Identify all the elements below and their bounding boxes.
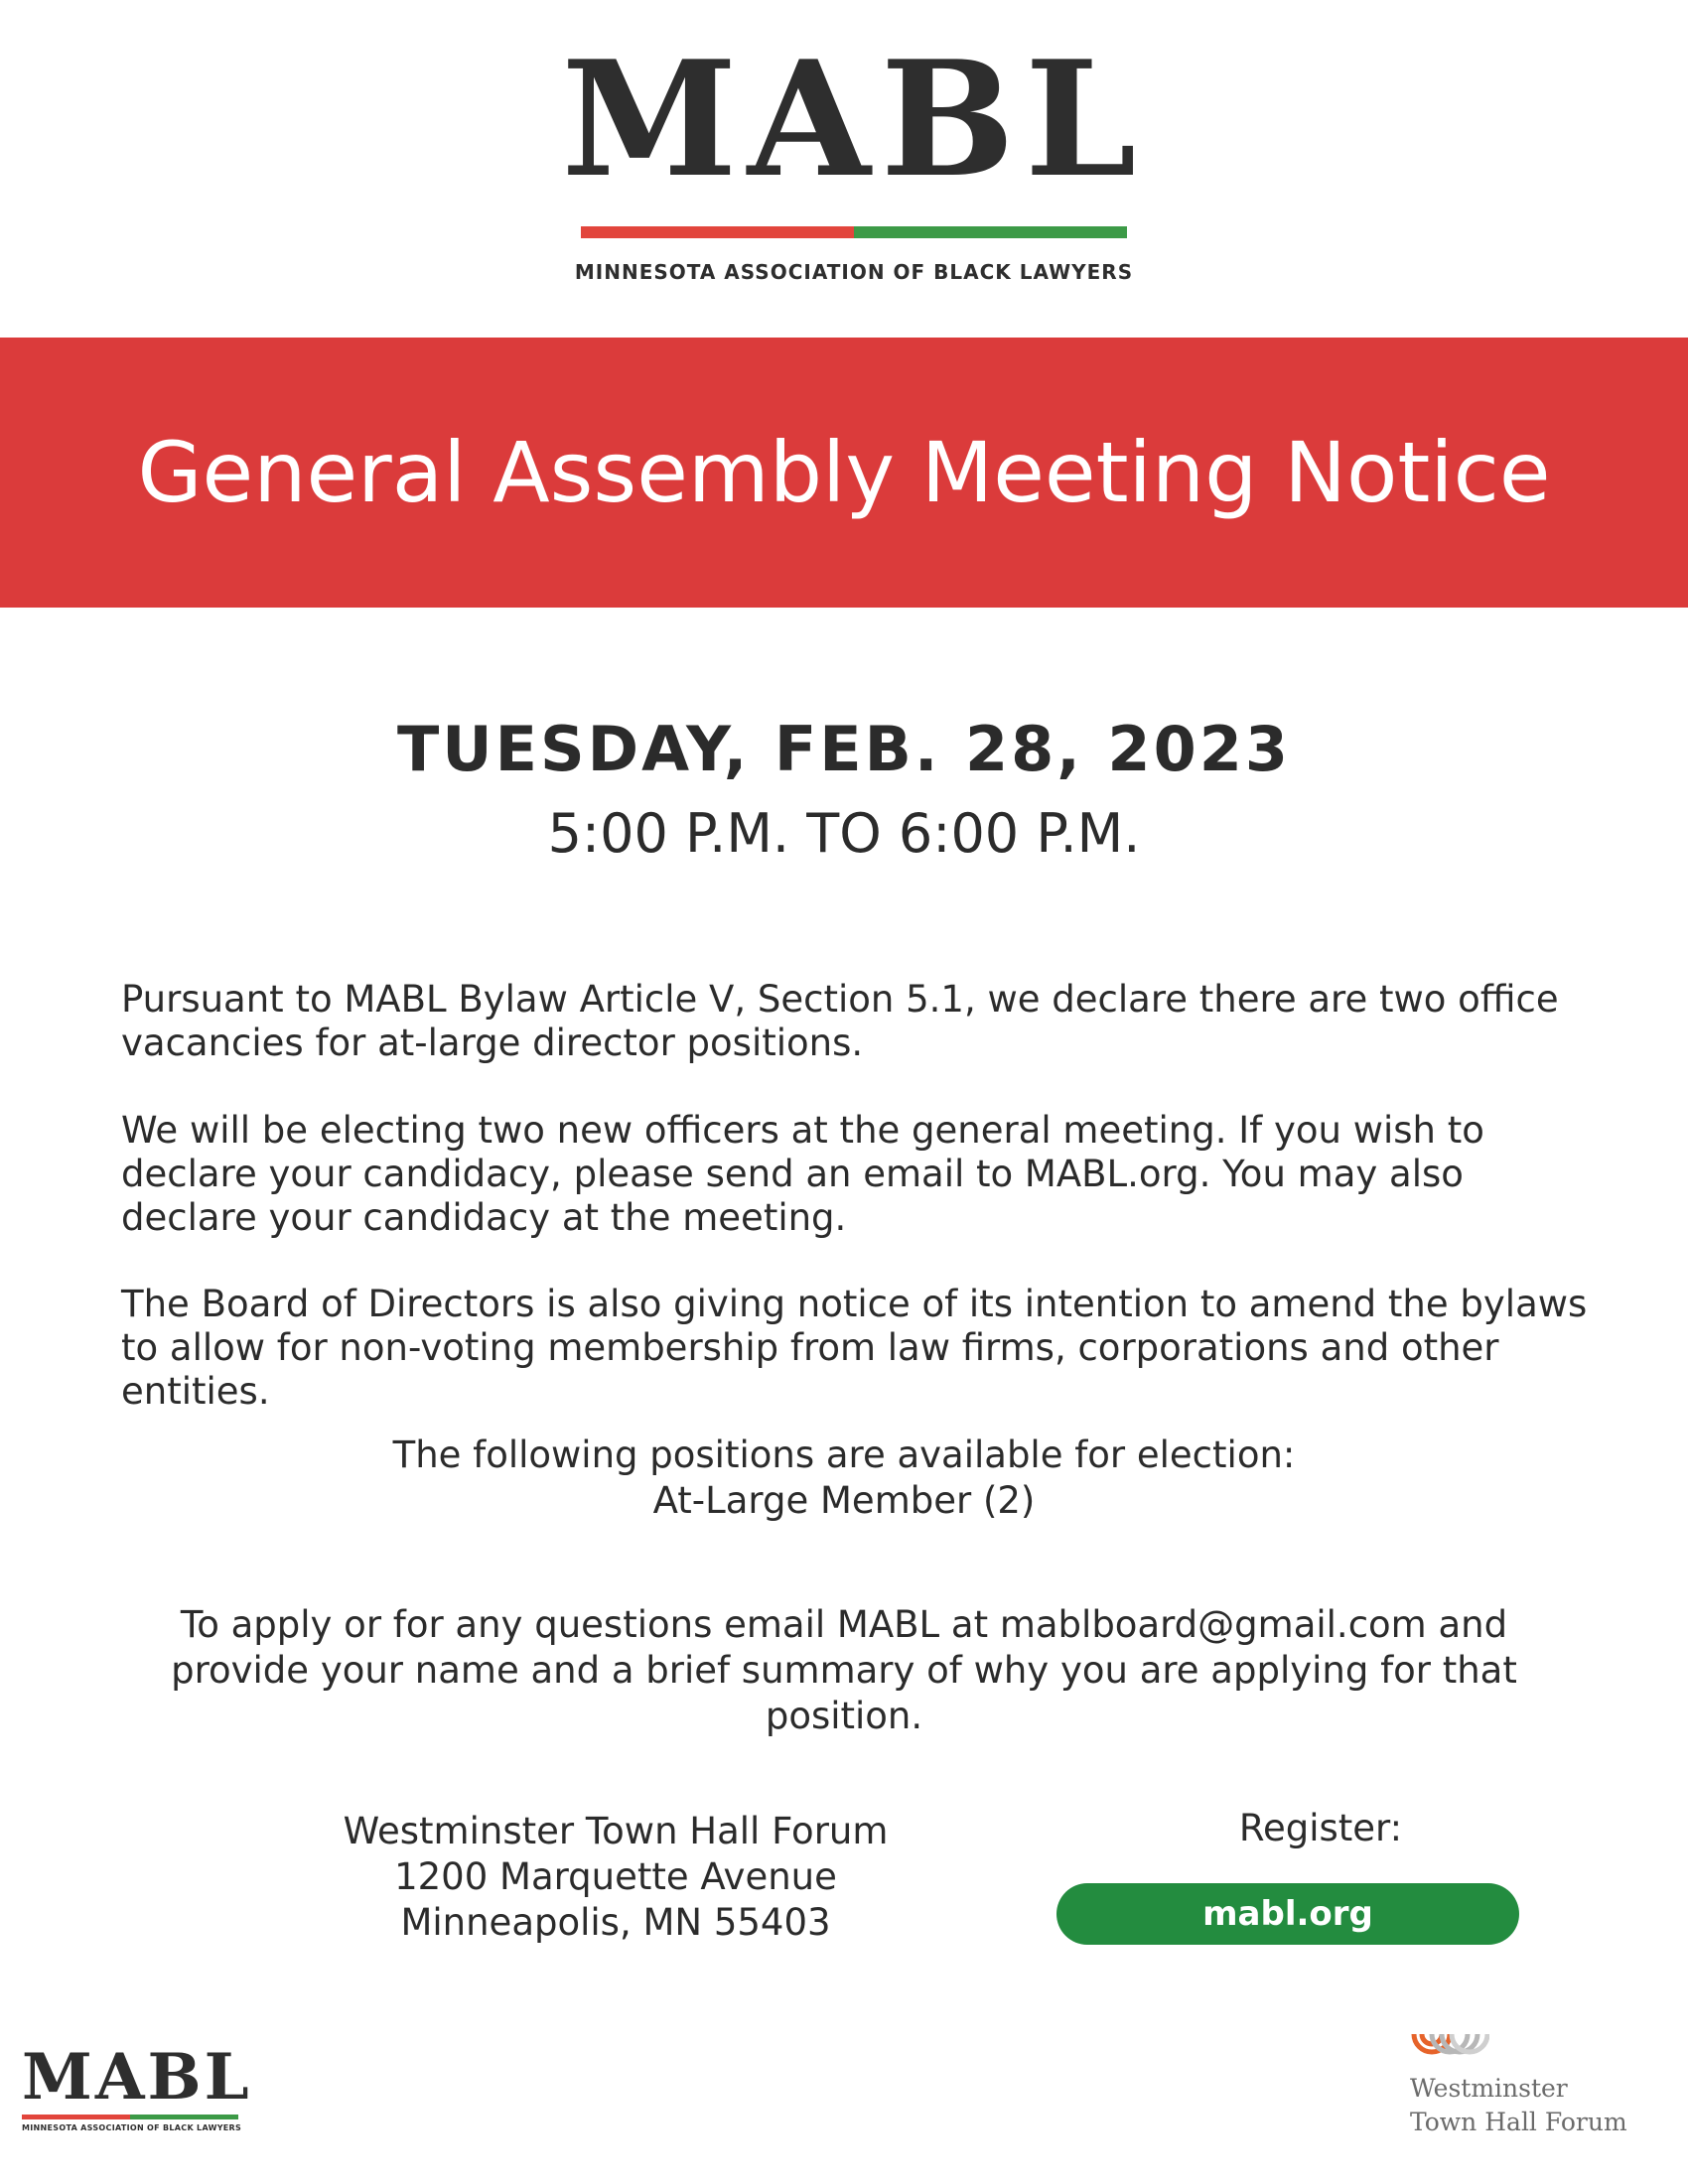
westminster-logo (1410, 2030, 1648, 2137)
concentric-arcs-icon (1410, 2030, 1489, 2070)
venue-street: 1200 Marquette Avenue (394, 1855, 837, 1898)
title-banner (0, 338, 1688, 608)
venue-address (288, 1809, 943, 1946)
event-time: 5:00 P.M. TO 6:00 P.M. (547, 802, 1141, 865)
page-title: General Assembly Meeting Notice (137, 424, 1551, 521)
westminster-name-line1: Westminster (1410, 2074, 1568, 2103)
logo-mark: MABL (561, 26, 1147, 212)
paragraph-elections: We will be electing two new officers at the general meeting. If you wish to declare your candidacy, please send an email to MABL.org. You may also declare your candidacy at the meeting. (121, 1109, 1484, 1239)
register-label: Register: (1238, 1807, 1403, 1849)
apply-instructions: To apply or for any questions email MABL at mablboard@gmail.com and provide your name and a brief summary of why you are applying for that position. (171, 1603, 1517, 1737)
logo-small-mark: MABL (22, 2040, 252, 2115)
paragraph-bylaws: The Board of Directors is also giving notice of its intention to amend the bylaws to allow for non-voting membership from law firms, corporations and other entities. (121, 1283, 1588, 1413)
logo-small-subtitle: MINNESOTA ASSOCIATION OF BLACK LAWYERS (22, 2123, 242, 2132)
mabl-logo (556, 26, 1152, 284)
event-date: TUESDAY, FEB. 28, 2023 (396, 713, 1291, 785)
venue-city: Minneapolis, MN 55403 (400, 1901, 831, 1944)
position-item: At-Large Member (2) (652, 1479, 1036, 1522)
positions-intro: The following positions are available for election: (392, 1433, 1296, 1476)
logo-subtitle: MINNESOTA ASSOCIATION OF BLACK LAWYERS (574, 260, 1134, 284)
positions-block (0, 1433, 1688, 1524)
logo-small-rule-green (130, 2115, 238, 2119)
venue-name: Westminster Town Hall Forum (343, 1810, 889, 1852)
logo-rule (581, 226, 1127, 238)
logo-small-rule (22, 2115, 238, 2119)
paragraph-vacancies: Pursuant to MABL Bylaw Article V, Section 5.1, we declare there are two office vacancies for at-large director positions. (121, 978, 1559, 1064)
logo-rule-red (581, 226, 854, 238)
logo-rule-green (854, 226, 1127, 238)
westminster-name-line2: Town Hall Forum (1410, 2108, 1627, 2136)
mabl-logo-small (22, 2040, 252, 2132)
register-button[interactable]: mabl.org (1056, 1883, 1519, 1945)
logo-small-rule-red (22, 2115, 130, 2119)
